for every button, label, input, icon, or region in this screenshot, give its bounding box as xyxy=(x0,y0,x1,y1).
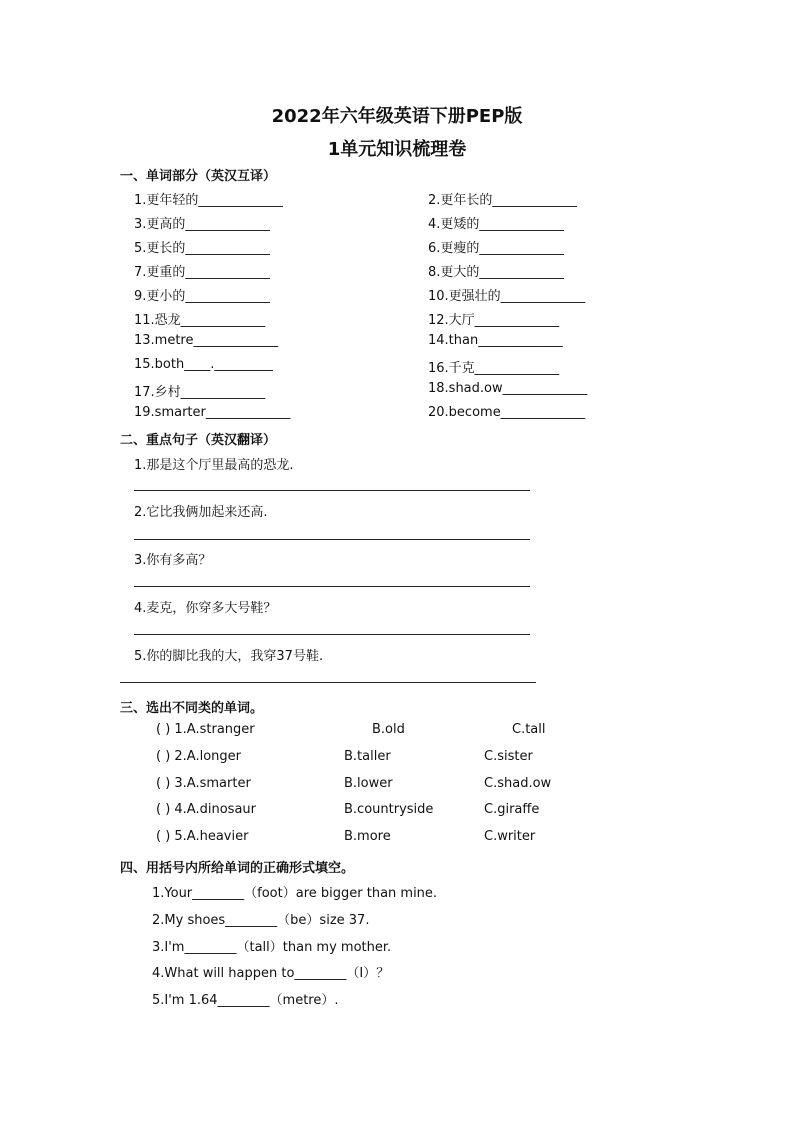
vocab-item: 10.更强壮的_____________ xyxy=(428,289,586,304)
vocab-item: 20.become_____________ xyxy=(428,405,586,420)
fill-item: 3.I'm________（tall）than my mother. xyxy=(152,940,392,955)
vocab-item: 15.both____._________ xyxy=(134,357,273,372)
choice-a: ( ) 4.A.dinosaur xyxy=(156,802,256,817)
vocab-item: 12.大厅_____________ xyxy=(428,313,560,328)
vocab-item: 14.than_____________ xyxy=(428,333,563,348)
section3-heading: 三、选出不同类的单词。 xyxy=(120,701,264,716)
vocab-item: 18.shad.ow_____________ xyxy=(428,381,588,396)
sentence-item: 1.那是这个厅里最高的恐龙. xyxy=(134,458,294,473)
choice-c: C.giraffe xyxy=(484,802,540,817)
vocab-item: 19.smarter_____________ xyxy=(134,405,291,420)
vocab-item: 9.更小的_____________ xyxy=(134,289,270,304)
choice-b: B.taller xyxy=(344,749,391,764)
answer-line xyxy=(134,490,530,491)
vocab-item: 2.更年长的_____________ xyxy=(428,193,577,208)
fill-item: 2.My shoes________（be）size 37. xyxy=(152,913,370,928)
choice-b: B.countryside xyxy=(344,802,434,817)
section1-heading: 一、单词部分（英汉互译） xyxy=(120,169,277,184)
vocab-item: 5.更长的_____________ xyxy=(134,241,270,256)
choice-c: C.sister xyxy=(484,749,533,764)
answer-line xyxy=(120,682,536,683)
choice-a: ( ) 2.A.longer xyxy=(156,749,242,764)
sentence-item: 3.你有多高？ xyxy=(134,553,212,568)
fill-item: 5.I'm 1.64________（metre）. xyxy=(152,993,339,1008)
sentence-item: 2.它比我俩加起来还高. xyxy=(134,505,268,520)
choice-a: ( ) 3.A.smarter xyxy=(156,776,251,791)
sentence-item: 4.麦克，你穿多大号鞋？ xyxy=(134,601,277,616)
page-subtitle: 1单元知识梳理卷 xyxy=(327,139,467,160)
vocab-item: 3.更高的_____________ xyxy=(134,217,270,232)
answer-line xyxy=(134,539,530,540)
vocab-item: 6.更瘦的_____________ xyxy=(428,241,564,256)
answer-line xyxy=(134,634,530,635)
section2-heading: 二、重点句子（英汉翻译） xyxy=(120,433,277,448)
choice-c: C.writer xyxy=(484,829,536,844)
choice-c: C.shad.ow xyxy=(484,776,552,791)
choice-b: B.more xyxy=(344,829,391,844)
vocab-item: 17.乡村_____________ xyxy=(134,385,266,400)
vocab-item: 4.更矮的_____________ xyxy=(428,217,564,232)
choice-b: B.lower xyxy=(344,776,393,791)
page-title: 2022年六年级英语下册PEP版 xyxy=(271,106,523,127)
vocab-item: 7.更重的_____________ xyxy=(134,265,270,280)
choice-b: B.old xyxy=(372,722,405,737)
vocab-item: 16.千克_____________ xyxy=(428,361,560,376)
vocab-item: 8.更大的_____________ xyxy=(428,265,564,280)
fill-item: 4.What will happen to________（I）？ xyxy=(152,966,390,981)
choice-a: ( ) 5.A.heavier xyxy=(156,829,249,844)
fill-item: 1.Your________（foot）are bigger than mine. xyxy=(152,886,438,901)
answer-line xyxy=(134,586,530,587)
sentence-item: 5.你的脚比我的大，我穿37号鞋. xyxy=(134,649,324,664)
choice-a: ( ) 1.A.stranger xyxy=(156,722,255,737)
choice-c: C.tall xyxy=(512,722,546,737)
vocab-item: 11.恐龙_____________ xyxy=(134,313,266,328)
section4-heading: 四、用括号内所给单词的正确形式填空。 xyxy=(120,861,355,876)
vocab-item: 13.metre_____________ xyxy=(134,333,278,348)
vocab-item: 1.更年轻的_____________ xyxy=(134,193,283,208)
